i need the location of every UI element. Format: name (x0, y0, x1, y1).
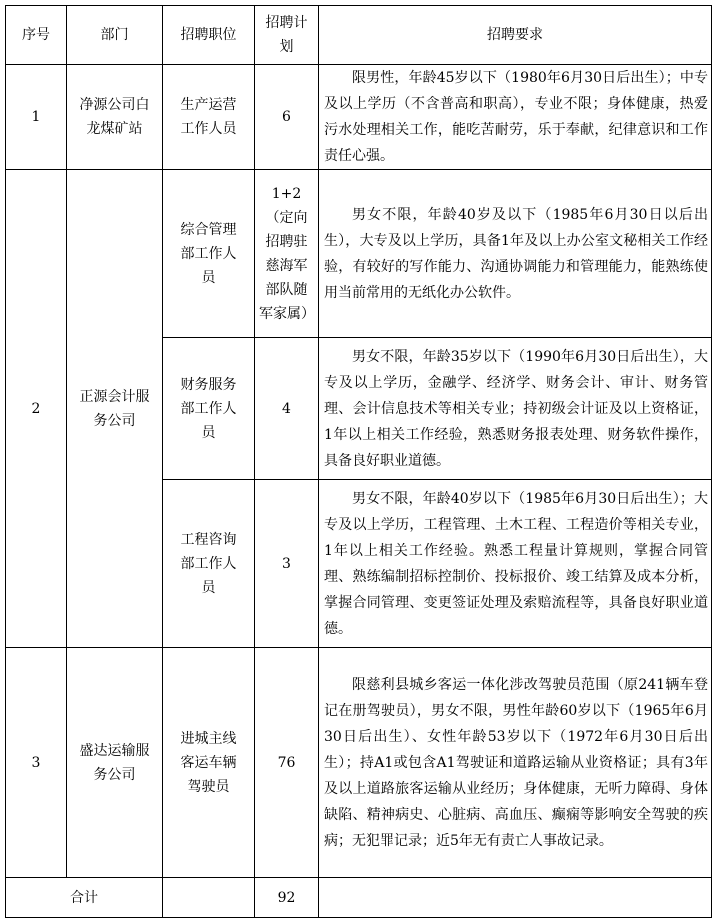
row-department: 盛达运输服务公司 (67, 648, 163, 878)
row-plan: 76 (255, 648, 319, 878)
row-position: 财务服务部工作人员 (163, 338, 255, 480)
row-index: 1 (6, 65, 67, 170)
header-plan: 招聘计划 (255, 6, 319, 65)
total-plan: 92 (255, 878, 319, 918)
row-requirements: 限男性，年龄45岁以下（1980年6月30日后出生）；中专及以上学历（不含普高和职高），专业不限；身体健康，热爱污水处理相关工作，能吃苦耐劳，乐于奉献，纪律意识和工作责任心强。 (319, 65, 712, 170)
header-row (6, 6, 712, 65)
row-department: 净源公司白龙煤矿站 (67, 65, 163, 170)
row-requirements: 男女不限，年龄40岁以下（1985年6月30日后出生）；大专及以上学历，工程管理、土木工程、工程造价等相关专业，1年以上相关工作经验。熟悉工程量计算规则，掌握合同管理、熟练编制招标控制价、投标报价、竣工结算及成本分析，掌握合同管理、变更签证处理及索赔流程等，具备良好职业道德。 (319, 480, 712, 648)
header-position: 招聘职位 (163, 6, 255, 65)
total-label: 合计 (6, 878, 163, 918)
row-position: 生产运营工作人员 (163, 65, 255, 170)
header-department: 部门 (67, 6, 163, 65)
header-requirements: 招聘要求 (319, 6, 712, 65)
table-row (6, 65, 712, 170)
row-index: 2 (6, 170, 67, 648)
recruitment-table (5, 5, 712, 918)
row-department: 正源会计服务公司 (67, 170, 163, 648)
row-position: 综合管理部工作人员 (163, 170, 255, 338)
row-plan: 1+2（定向招聘驻慈海军部队随军家属） (255, 170, 319, 338)
row-plan: 3 (255, 480, 319, 648)
total-row (6, 878, 712, 918)
row-requirements: 男女不限，年龄40岁及以下（1985年6月30日以后出生），大专及以上学历，具备1年及以上办公室文秘相关工作经验，有较好的写作能力、沟通协调能力和管理能力，能熟练使用当前常用的无纸化办公软件。 (319, 170, 712, 338)
total-empty-cell (163, 878, 255, 918)
header-index: 序号 (6, 6, 67, 65)
table-row (6, 170, 712, 338)
row-position: 工程咨询部工作人员 (163, 480, 255, 648)
row-plan: 6 (255, 65, 319, 170)
row-plan: 4 (255, 338, 319, 480)
row-position: 进城主线客运车辆驾驶员 (163, 648, 255, 878)
row-requirements: 限慈利县城乡客运一体化涉改驾驶员范围（原241辆车登记在册驾驶员），男女不限，男性年龄60岁以下（1965年6月30日后出生）、女性年龄53岁以下（1972年6月30日后出生）；持A1或包含A1驾驶证和道路运输从业资格证；具有3年及以上道路旅客运输从业经历；身体健康，无听力障碍、身体缺陷、精神病史、心脏病、高血压、癫痫等影响安全驾驶的疾病；无犯罪记录；近5年无有责亡人事故记录。 (319, 648, 712, 878)
table-row (6, 648, 712, 878)
row-requirements: 男女不限，年龄35岁以下（1990年6月30日后出生），大专及以上学历，金融学、经济学、财务会计、审计、财务管理、会计信息技术等相关专业；持初级会计证及以上资格证，1年以上相关工作经验，熟悉财务报表处理、财务软件操作，具备良好职业道德。 (319, 338, 712, 480)
total-empty-cell (319, 878, 712, 918)
row-index: 3 (6, 648, 67, 878)
